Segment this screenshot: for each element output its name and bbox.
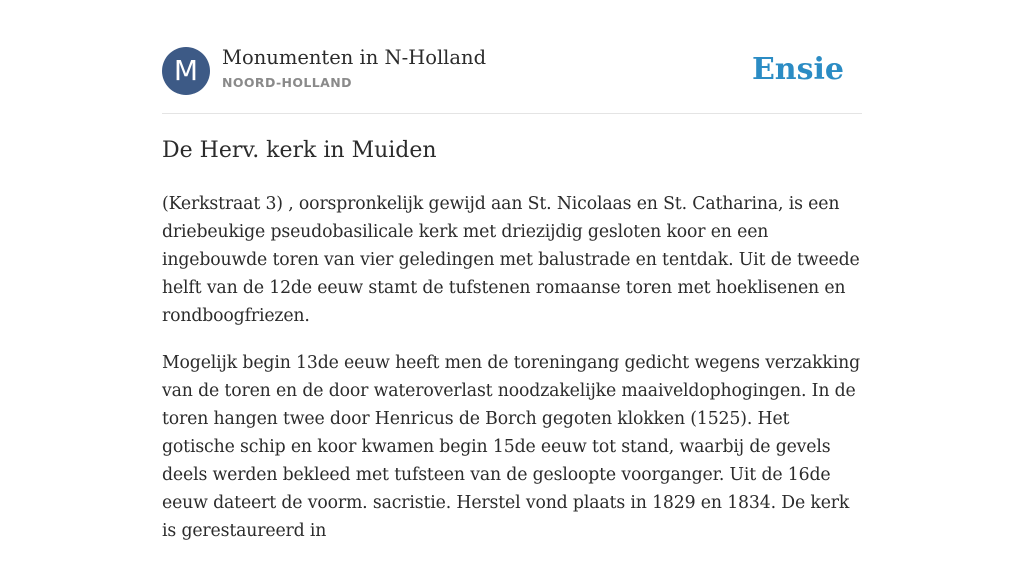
article-paragraph: Mogelijk begin 13de eeuw heeft men de toreningang gedicht wegens verzakking van de toren en de door wateroverlast noodzakelijke maaiveldophogingen. In de toren hangen twee door Henricus de Borch gegoten klokken (1525). Het gotische schip en koor kwamen begin 15de eeuw tot stand, waarbij de gevels deels werden bekleed met tufsteen van de gesloopte voorganger. Uit de 16de eeuw dateert de voorm. sacristie. Herstel vond plaats in 1829 en 1834. De kerk is gerestaureerd in (162, 353, 861, 541)
header-divider (162, 113, 862, 114)
header (162, 46, 862, 96)
brand-logo-link[interactable]: Ensie (751, 52, 844, 87)
avatar[interactable]: M (162, 47, 210, 95)
article-paragraph: (Kerkstraat 3) , oorspronkelijk gewijd aan St. Nicolaas en St. Catharina, is een driebeukige pseudobasilicale kerk met driezijdig gesloten koor en een ingebouwde toren van vier geledingen met balustrade en tentdak. Uit de tweede helft van de 12de eeuw stamt de tufstenen romaanse toren met hoeklisenen en rondboogfriezen. (162, 194, 860, 326)
article-title: De Herv. kerk in Muiden (162, 138, 437, 163)
article-body (162, 190, 862, 564)
site-title[interactable]: Monumenten in N-Holland (222, 46, 487, 69)
site-subtitle[interactable]: NOORD-HOLLAND (222, 75, 352, 90)
